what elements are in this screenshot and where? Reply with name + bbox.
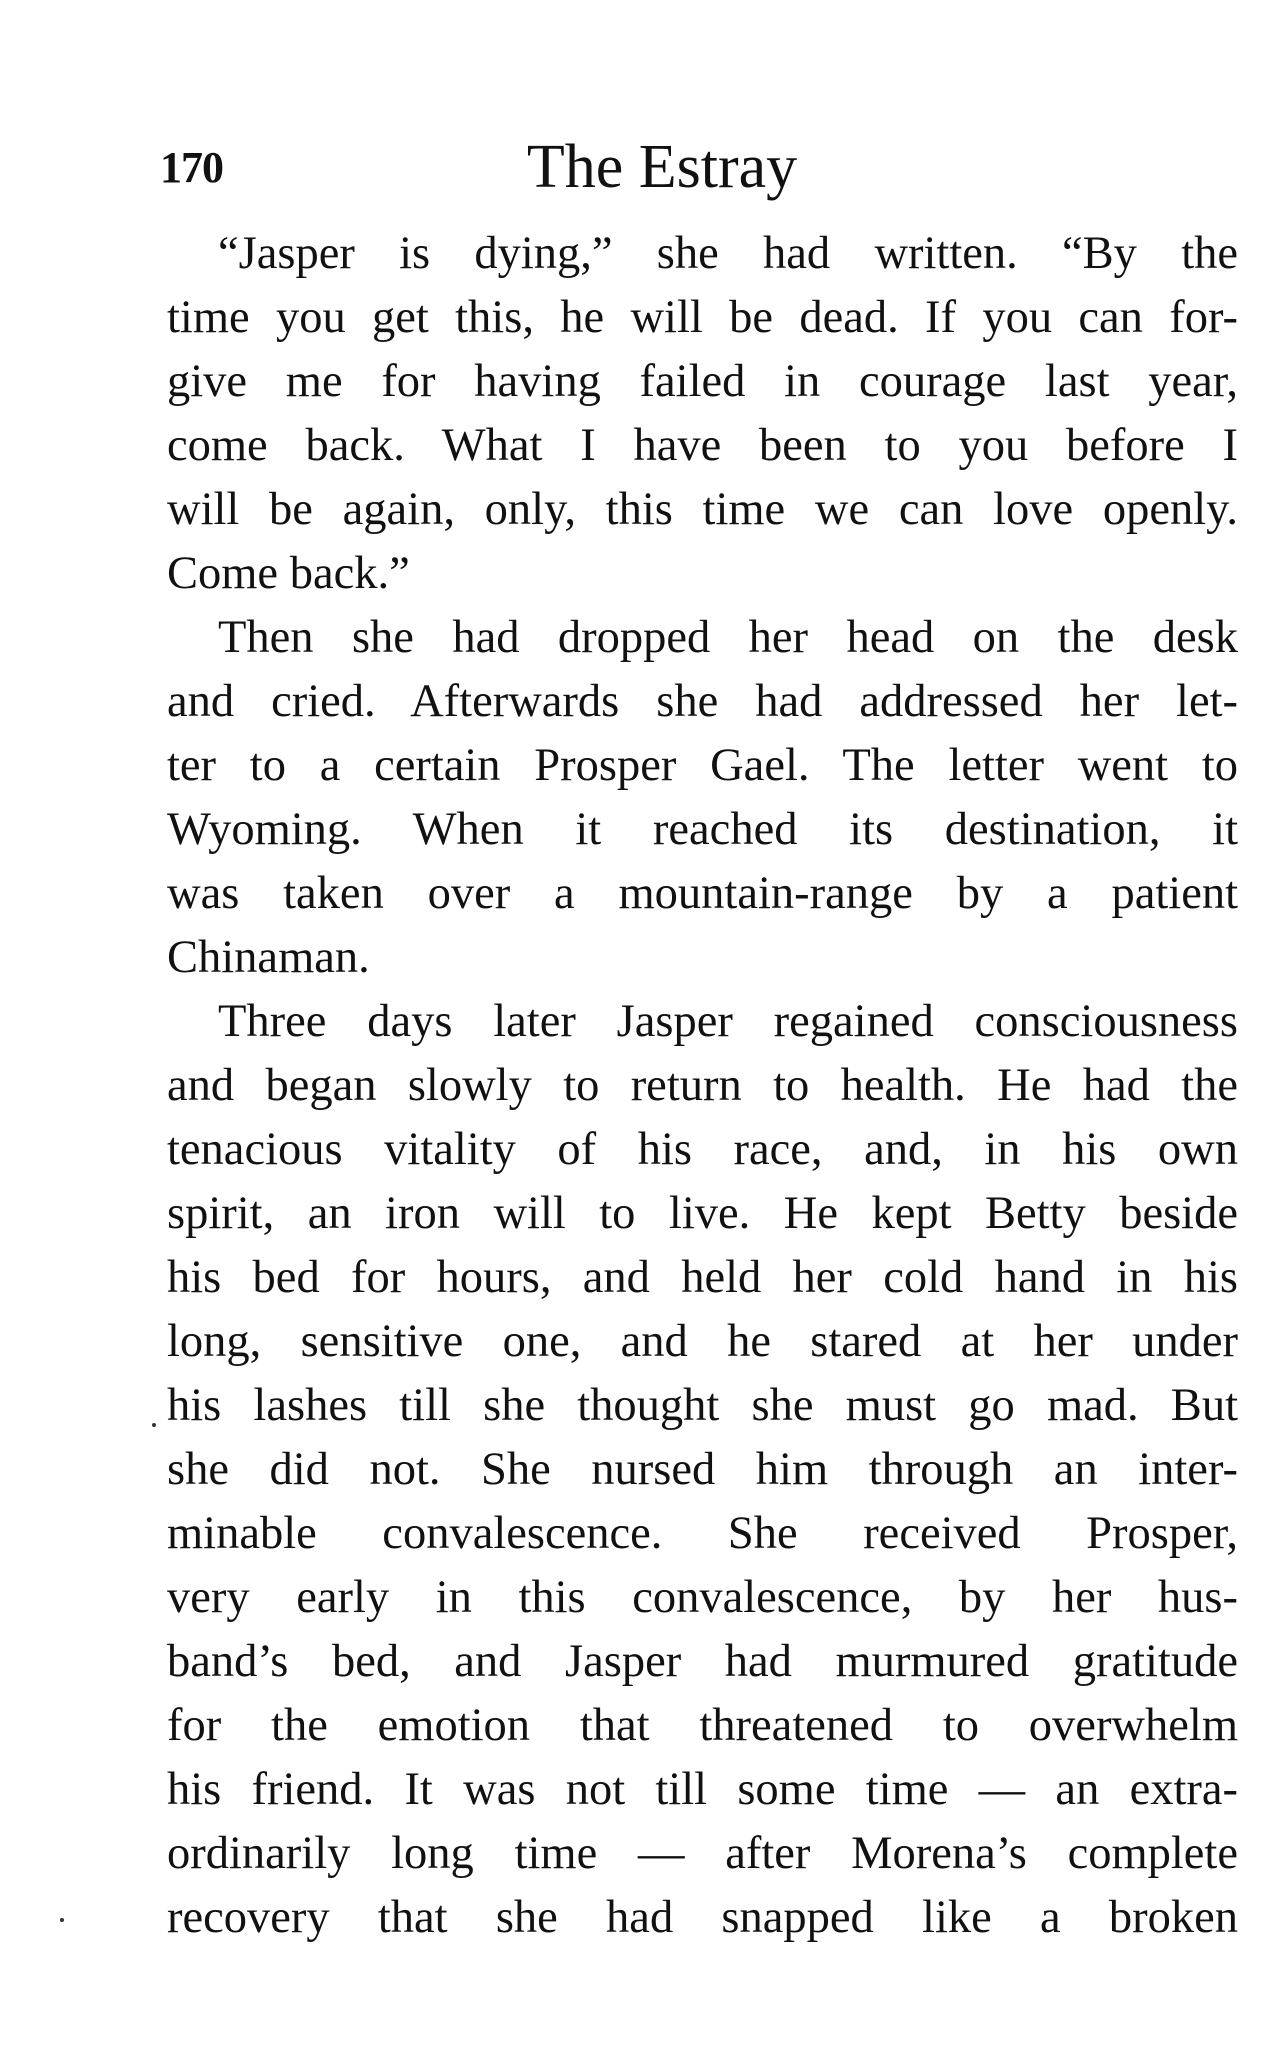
- text-line: “Jasper is dying,” she had written. “By the: [218, 228, 1238, 279]
- text-line: Three days later Jasper regained consciousness: [218, 996, 1238, 1047]
- text-line: recovery that she had snapped like a broken: [167, 1892, 1238, 1943]
- text-line: time you get this, he will be dead. If you can for-: [167, 292, 1238, 343]
- text-line: and began slowly to return to health. He had the: [167, 1060, 1238, 1111]
- running-title: The Estray: [526, 133, 798, 201]
- text-line: will be again, only, this time we can love openly.: [167, 484, 1238, 535]
- scan-speck: [152, 1423, 156, 1427]
- page-number: 170: [160, 143, 223, 192]
- text-line: long, sensitive one, and he stared at her under: [167, 1316, 1238, 1367]
- text-line: ordinarily long time — after Morena’s complete: [167, 1828, 1238, 1879]
- text-line: and cried. Afterwards she had addressed her let-: [167, 676, 1238, 727]
- text-line: she did not. She nursed him through an inter-: [167, 1444, 1238, 1495]
- text-line: give me for having failed in courage last year,: [167, 356, 1238, 407]
- text-line: come back. What I have been to you before I: [167, 420, 1238, 471]
- text-line: Come back.”: [167, 548, 410, 599]
- text-line: his bed for hours, and held her cold hand in his: [167, 1252, 1238, 1303]
- text-line: Then she had dropped her head on the desk: [218, 612, 1238, 663]
- text-line: was taken over a mountain-range by a patient: [167, 868, 1238, 919]
- text-line: ter to a certain Prosper Gael. The letter went to: [167, 740, 1238, 791]
- text-line: his lashes till she thought she must go mad. But: [167, 1380, 1238, 1431]
- text-line: band’s bed, and Jasper had murmured gratitude: [167, 1636, 1238, 1687]
- text-line: very early in this convalescence, by her hus-: [167, 1572, 1238, 1623]
- text-line: for the emotion that threatened to overwhelm: [167, 1700, 1238, 1751]
- text-line: Wyoming. When it reached its destination, it: [167, 804, 1238, 855]
- text-line: his friend. It was not till some time — an extra-: [167, 1764, 1238, 1815]
- text-line: minable convalescence. She received Prosper,: [167, 1508, 1238, 1559]
- text-line: tenacious vitality of his race, and, in his own: [167, 1124, 1238, 1175]
- text-line: Chinaman.: [167, 932, 370, 983]
- scan-speck: [60, 1918, 64, 1922]
- text-line: spirit, an iron will to live. He kept Betty beside: [167, 1188, 1238, 1239]
